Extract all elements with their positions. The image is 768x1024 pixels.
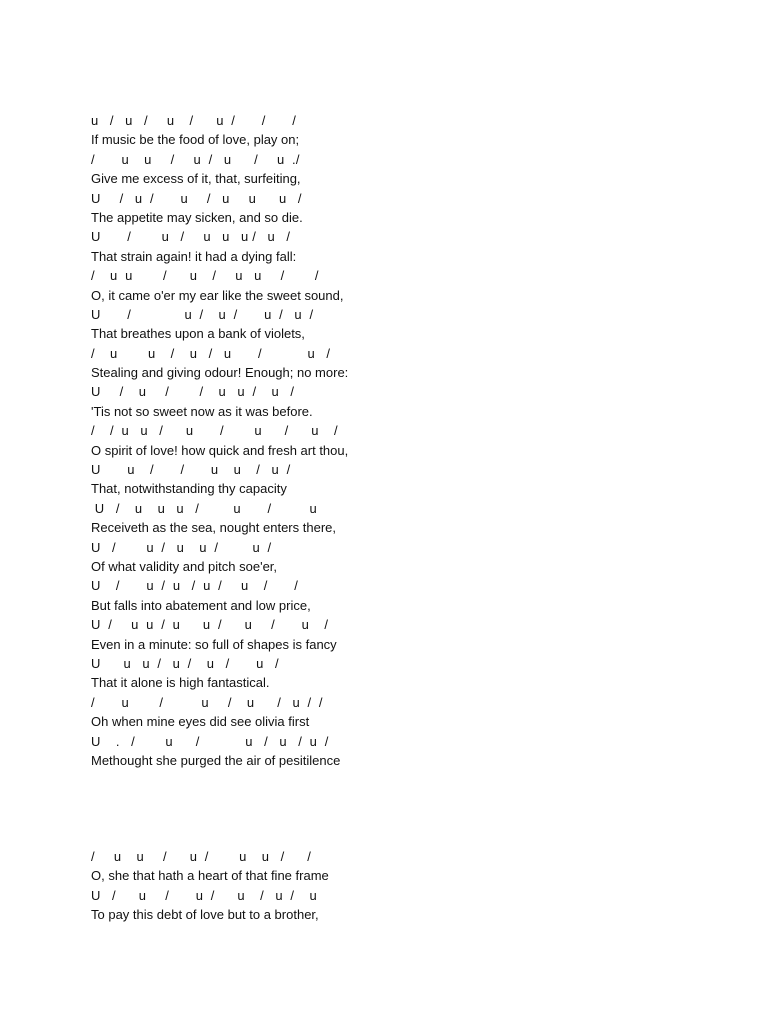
scansion-line: U / u / u / u / u / u <box>91 887 317 903</box>
verse-line: If music be the food of love, play on; <box>91 132 300 148</box>
scansion-line: U / u u / u u / u / u / <box>91 617 329 633</box>
scansion-line: U / u / / u u / u / <box>91 384 295 400</box>
verse-line: O, she that hath a heart of that fine frame <box>91 868 329 884</box>
scansion-line: / u u / u / u u / / <box>91 849 312 864</box>
scansion-line: / u u / u / u / u / <box>91 345 331 361</box>
scansion-line: U / u u u / u / u <box>91 500 317 516</box>
verse-line: That, notwithstanding thy capacity <box>91 481 287 497</box>
verse-line: The appetite may sicken, and so die. <box>91 209 303 225</box>
stanza-two <box>91 847 731 925</box>
verse-line: But falls into abatement and low price, <box>91 597 311 613</box>
verse-line: That breathes upon a bank of violets, <box>91 326 305 342</box>
verse-line: To pay this debt of love but to a brother, <box>91 907 319 923</box>
verse-line: Of what validity and pitch soe'er, <box>91 558 278 574</box>
stanza-one <box>91 111 731 770</box>
verse-line: That it alone is high fantastical. <box>91 675 270 691</box>
verse-line: Stealing and giving odour! Enough; no more: <box>91 365 349 381</box>
scansion-line: U / u / u u u / u / <box>91 229 291 245</box>
verse-line: Methought she purged the air of pesitilence <box>91 752 341 768</box>
verse-line: 'Tis not so sweet now as it was before. <box>91 403 313 419</box>
scansion-line: U u / / u u / u / <box>91 462 291 478</box>
verse-line: Give me excess of it, that, surfeiting, <box>91 171 301 187</box>
scansion-line: U / u / u / u u u / <box>91 190 302 206</box>
scansion-line: U . / u / u / u / u / <box>91 733 329 749</box>
verse-line: Even in a minute: so full of shapes is fancy <box>91 636 337 652</box>
scansion-line: / u / u / u / u / / <box>91 694 323 710</box>
scansion-line: / u u / u / u u / / <box>91 268 319 284</box>
scansion-line: U / u / u / u / u / / <box>91 578 299 594</box>
scansion-line: u / u / u / u / / / <box>91 113 297 128</box>
scansion-line: / / u u / u / u / u / <box>91 423 338 439</box>
verse-line: Receiveth as the sea, nought enters there, <box>91 520 336 536</box>
scansion-line: U / u / u u / u / <box>91 539 272 555</box>
scansion-line: U u u / u / u / u / <box>91 655 279 671</box>
scansion-line: U / u / u / u / u / <box>91 306 314 322</box>
verse-line: O, it came o'er my ear like the sweet sound, <box>91 287 344 303</box>
verse-line: O spirit of love! how quick and fresh art thou, <box>91 442 349 458</box>
verse-line: Oh when mine eyes did see olivia first <box>91 714 310 730</box>
verse-line: That strain again! it had a dying fall: <box>91 248 297 264</box>
scansion-line: / u u / u / u / u ./ <box>91 151 300 167</box>
